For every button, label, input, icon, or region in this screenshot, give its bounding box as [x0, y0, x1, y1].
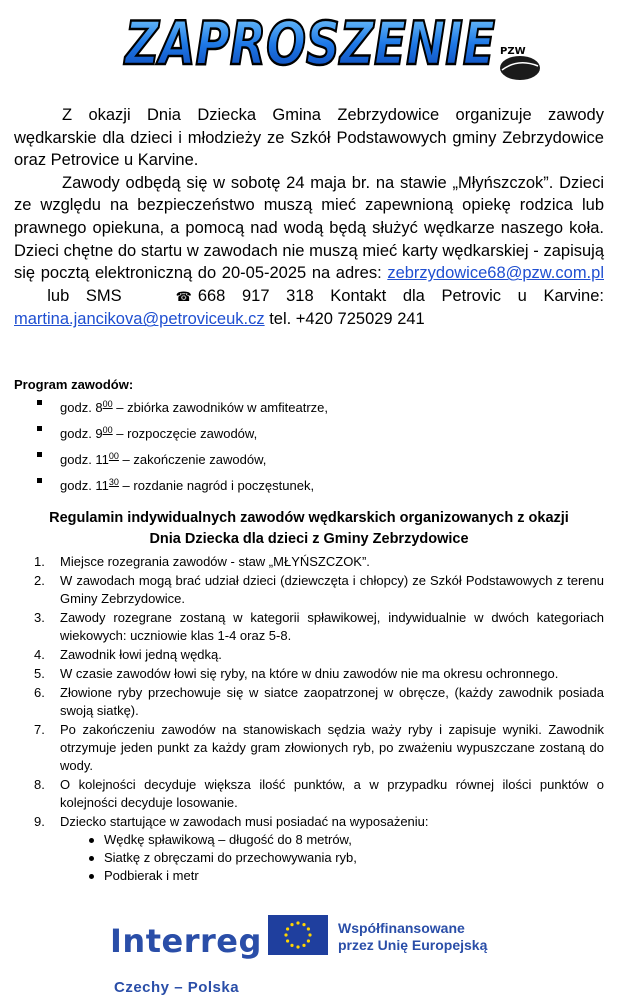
cofinance-text — [338, 920, 487, 954]
equipment-list — [60, 831, 604, 885]
rule-number: 2. — [34, 573, 45, 588]
rule-item — [14, 553, 604, 571]
pzw-logo-text: PZW — [500, 46, 526, 57]
interreg-logo: Interreg — [110, 922, 262, 960]
region-label: Czechy – Polska — [114, 979, 240, 996]
rule-number: 9. — [34, 814, 45, 829]
program-description: – rozdanie nagród i poczęstunek, — [118, 478, 315, 493]
title-wordart — [120, 2, 500, 82]
rules-section — [14, 553, 604, 886]
rule-number: 4. — [34, 647, 45, 662]
equipment-item — [60, 867, 604, 885]
rule-number: 7. — [34, 722, 45, 737]
program-item — [14, 447, 604, 473]
rule-text: Zawody rozegrane zostaną w kategorii spławikowej, indywidualnie w dwóch kategoriach wiekowych: uczniowie klas 1-4 oraz 5-8. — [60, 610, 604, 643]
title-banner — [120, 2, 500, 82]
intro-paragraph-2-text: Zawody odbędą się w sobotę 24 maja br. na stawie „Młyńszczok”. Dzieci ze względu na bezpieczeństwo muszą mieć zapewnioną opiekę rodzica lub prawnego opiekuna, a pomocą nad wodą będą służyć wędkarze naszego koła. Dzieci chętne do startu w zawodach nie muszą mieć karty wędkarskiej - zapisują się pocztą elektroniczną do 20-05-2025 na adres: — [14, 173, 604, 283]
program-time-minutes: 00 — [102, 399, 113, 409]
square-bullet-icon — [37, 426, 42, 431]
rule-number: 8. — [34, 777, 45, 792]
program-item — [14, 421, 604, 447]
program-time: godz. 9 — [60, 426, 103, 441]
rule-text: Złowione ryby przechowuje się w siatce zaopatrzonej w obręcze, (każdy zawodnik posiada swoją siatkę). — [60, 685, 604, 718]
program-section — [14, 377, 604, 499]
rule-text: Zawodnik łowi jedną wędką. — [60, 647, 222, 662]
rule-text: O kolejności decyduje większa ilość punktów, a w przypadku równej ilości punktów o kolejności decyduje losowanie. — [60, 777, 604, 810]
rules-list — [14, 553, 604, 885]
rule-text: Po zakończeniu zawodów na stanowiskach sędzia waży ryby i zapisuje wyniki. Zawodnik otrzymuje jeden punkt za każdy gram złowionych ryb, po zważeniu wypuszczane zostaną do wody. — [60, 722, 604, 773]
eu-flag-icon — [268, 915, 328, 955]
rule-item — [14, 776, 604, 812]
rule-number: 3. — [34, 610, 45, 625]
equipment-item — [60, 849, 604, 867]
sms-label: lub SMS — [47, 286, 122, 305]
program-description: – rozpoczęcie zawodów, — [112, 426, 258, 441]
program-time-minutes: 30 — [108, 477, 119, 487]
rule-item — [14, 813, 604, 885]
equipment-text: Podbierak i metr — [104, 868, 199, 883]
rule-item — [14, 646, 604, 664]
intro-paragraph-2 — [14, 172, 604, 331]
rule-text: Dziecko startujące w zawodach musi posiadać na wyposażeniu: — [60, 814, 429, 829]
intro-text — [14, 104, 604, 331]
email-link-zebrzydowice[interactable]: zebrzydowice68@pzw.com.pl — [387, 264, 604, 283]
round-bullet-icon — [89, 856, 94, 861]
program-description: – zakończenie zawodów, — [118, 452, 267, 467]
program-title: Program zawodów: — [14, 377, 134, 392]
program-time: godz. 11 — [60, 452, 109, 467]
program-list — [14, 395, 604, 499]
rule-text: Miejsce rozegrania zawodów - staw „MŁYŃSZCZOK”. — [60, 554, 370, 569]
rule-number: 1. — [34, 554, 45, 569]
rule-item — [14, 684, 604, 720]
rules-title — [14, 508, 604, 550]
rule-number: 6. — [34, 685, 45, 700]
program-description: – zbiórka zawodników w amfiteatrze, — [112, 400, 328, 415]
cofinance-line-2: przez Unię Europejską — [338, 937, 488, 953]
program-item — [14, 473, 604, 499]
rule-item — [14, 665, 604, 683]
program-time-minutes: 00 — [102, 425, 113, 435]
intro-paragraph-1: Z okazji Dnia Dziecka Gmina Zebrzydowice organizuje zawody wędkarskie dla dzieci i młodzieży ze Szkół Podstawowych gminy Zebrzydowice oraz Petrovice u Karvine. — [14, 106, 604, 170]
equipment-text: Wędkę spławikową – długość do 8 metrów, — [104, 832, 352, 847]
email-link-petrovice[interactable]: martina.jancikova@petroviceuk.cz — [14, 310, 265, 329]
square-bullet-icon — [37, 452, 42, 457]
phone-icon: ☎ — [175, 288, 192, 304]
round-bullet-icon — [89, 874, 94, 879]
program-item — [14, 395, 604, 421]
pzw-logo — [494, 40, 542, 88]
equipment-item — [60, 831, 604, 849]
program-time: godz. 11 — [60, 478, 109, 493]
program-time: godz. 8 — [60, 400, 103, 415]
program-time-minutes: 00 — [108, 451, 119, 461]
square-bullet-icon — [37, 478, 42, 483]
phone-and-contact-text: 668 917 318 Kontakt dla Petrovic u Karvine: — [197, 286, 604, 305]
square-bullet-icon — [37, 400, 42, 405]
round-bullet-icon — [89, 838, 94, 843]
rule-text: W zawodach mogą brać udział dzieci (dziewczęta i chłopcy) ze Szkół Podstawowych z terenu Gminy Zebrzydowice. — [60, 573, 604, 606]
phone-czech: tel. +420 725029 241 — [269, 310, 425, 329]
cofinance-line-1: Współfinansowane — [338, 920, 465, 936]
rule-item — [14, 609, 604, 645]
rule-item — [14, 721, 604, 775]
rule-text: W czasie zawodów łowi się ryby, na które w dniu zawodów nie ma okresu ochronnego. — [60, 666, 559, 681]
rules-title-line-1: Regulamin indywidualnych zawodów wędkarskich organizowanych z okazji — [49, 510, 569, 526]
rule-number: 5. — [34, 666, 45, 681]
rule-item — [14, 572, 604, 608]
title-text: ZAPROSZENIE — [123, 9, 496, 79]
rules-title-line-2: Dnia Dziecka dla dzieci z Gminy Zebrzydowice — [149, 531, 469, 547]
equipment-text: Siatkę z obręczami do przechowywania ryb, — [104, 850, 357, 865]
